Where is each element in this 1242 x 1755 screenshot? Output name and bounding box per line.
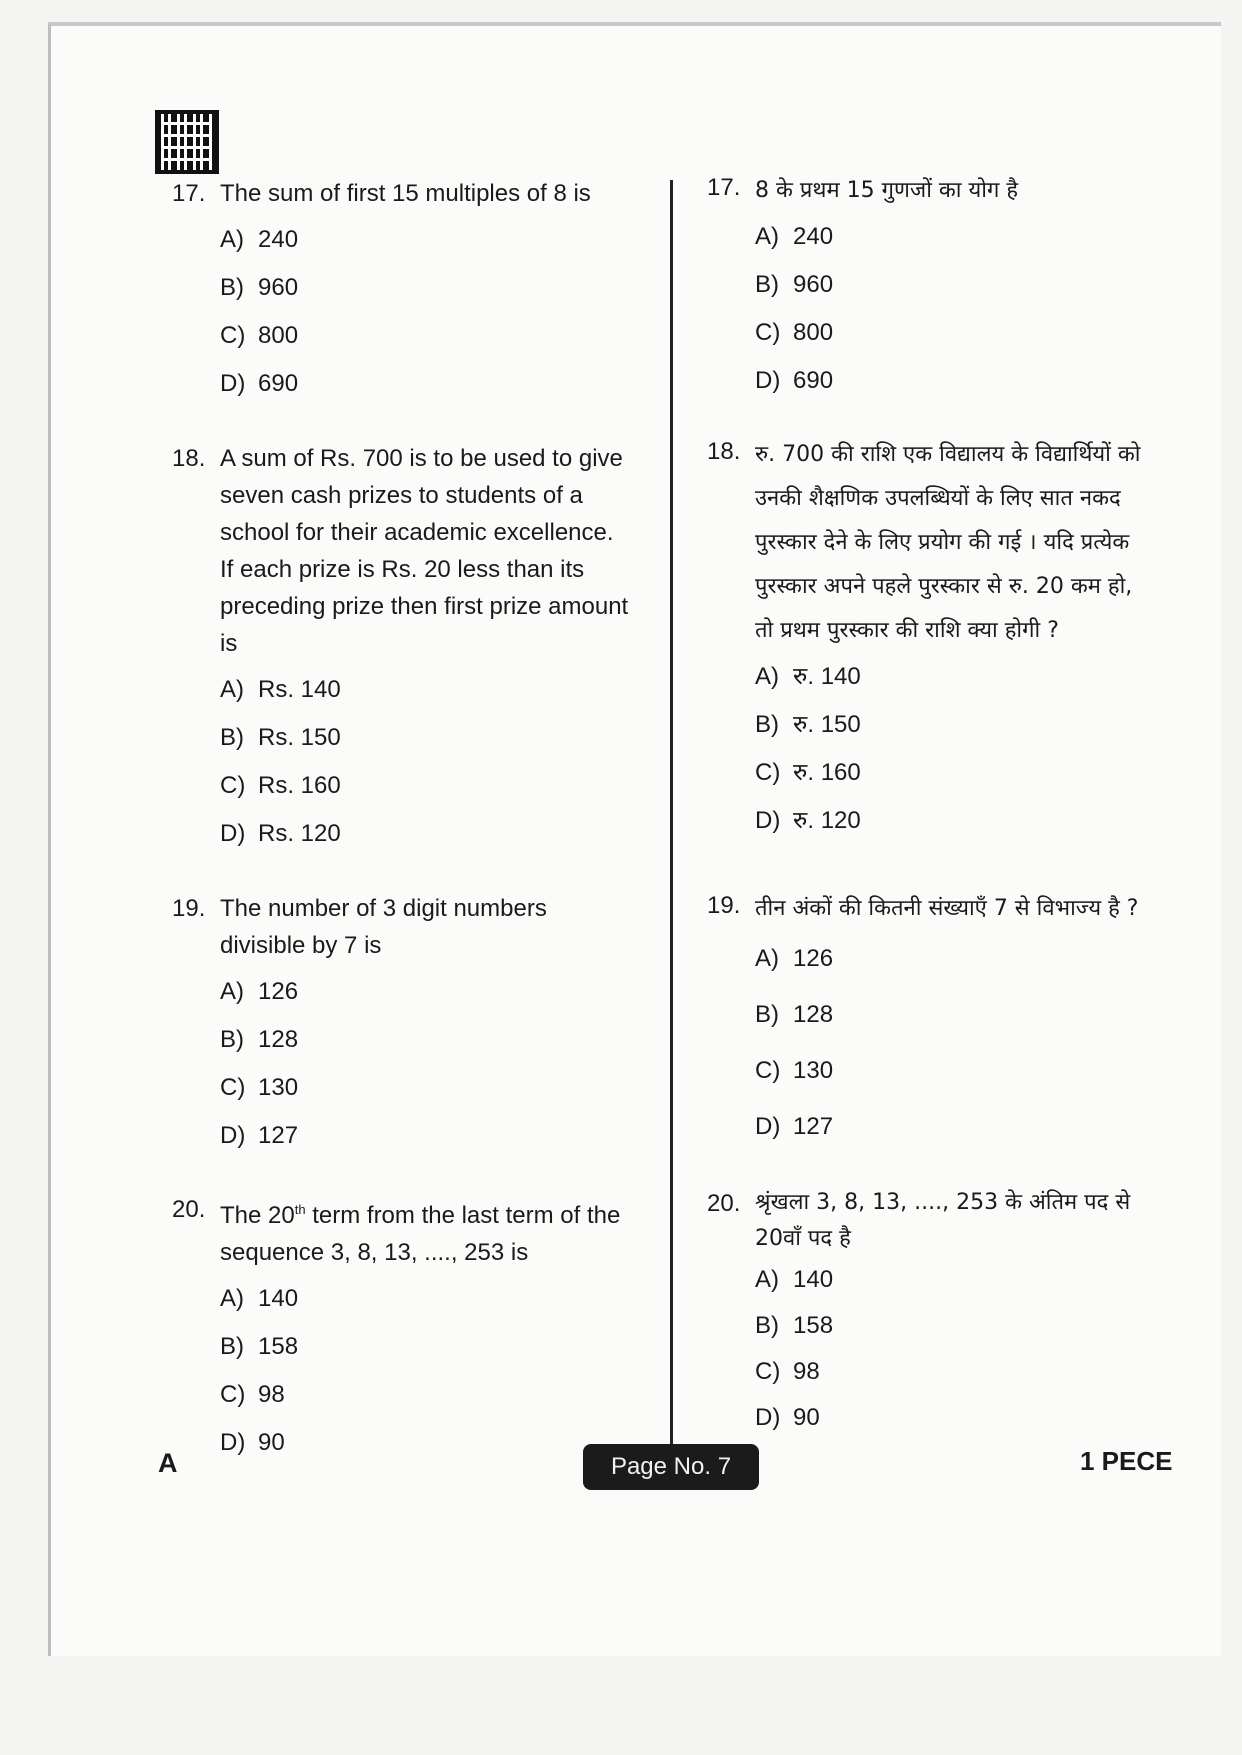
option-d[interactable]: D) 127 xyxy=(755,1113,834,1140)
question-number: 19. xyxy=(172,895,206,922)
option-a[interactable]: A) 126 xyxy=(220,978,299,1005)
paper-code: 1 PECE xyxy=(1080,1446,1173,1476)
option-c[interactable]: C) 800 xyxy=(220,322,299,349)
question-text: रु. 700 की राशि एक विद्यालय के विद्यार्थियों को उनकी शैक्षणिक उपलब्धियों के लिए सात नकद पुरस्कार देने के लिए प्रयोग की गई । यदि प्रत्येक पुरस्कार अपने पहले पुरस्कार से रु. 20 कम हो, तो प्रथम पुरस्कार की राशि क्या होगी ? xyxy=(755,442,1141,643)
question-text: A sum of Rs. 700 is to be used to give seven cash prizes to students of a school for their academic excellence. If each prize is Rs. 20 less than its preceding prize then first prize amount is xyxy=(220,445,629,657)
question-18-en xyxy=(172,440,652,858)
option-d[interactable]: D) 127 xyxy=(220,1122,299,1149)
option-b[interactable]: B) 960 xyxy=(755,271,834,298)
option-c[interactable]: C) Rs. 160 xyxy=(220,772,341,799)
question-17-en xyxy=(172,175,652,408)
option-a[interactable]: A) रु. 140 xyxy=(755,663,861,690)
option-b[interactable]: B) 158 xyxy=(755,1312,834,1339)
option-a[interactable]: A) Rs. 140 xyxy=(220,676,341,703)
option-b[interactable]: B) 960 xyxy=(220,274,299,301)
option-c[interactable]: C) 130 xyxy=(755,1057,834,1084)
option-b[interactable]: B) Rs. 150 xyxy=(220,724,341,751)
qr-code-icon xyxy=(155,110,219,174)
option-d[interactable]: D) 90 xyxy=(220,1429,285,1456)
question-number: 18. xyxy=(707,438,741,465)
question-text: श्रृंखला 3, 8, 13, ...., 253 के अंतिम पद से 20वाँ पद है xyxy=(755,1190,1131,1251)
option-c[interactable]: C) 800 xyxy=(755,319,834,346)
question-number: 19. xyxy=(707,892,741,919)
option-a[interactable]: A) 240 xyxy=(755,223,834,250)
option-b[interactable]: B) 128 xyxy=(220,1026,299,1053)
option-d[interactable]: D) Rs. 120 xyxy=(220,820,341,847)
option-c[interactable]: C) 98 xyxy=(755,1358,820,1385)
option-d[interactable]: D) 690 xyxy=(755,367,834,394)
option-b[interactable]: B) रु. 150 xyxy=(755,711,861,738)
question-18-hi xyxy=(707,433,1177,845)
column-divider xyxy=(670,180,673,1455)
question-text: तीन अंकों की कितनी संख्याएँ 7 से विभाज्य है ? xyxy=(755,896,1139,921)
option-b[interactable]: B) 158 xyxy=(220,1333,299,1360)
question-number: 20. xyxy=(172,1196,206,1223)
page-number-badge: Page No. 7 xyxy=(583,1444,759,1490)
option-c[interactable]: C) रु. 160 xyxy=(755,759,861,786)
question-number: 17. xyxy=(172,180,206,207)
option-c[interactable]: C) 98 xyxy=(220,1381,285,1408)
question-19-en xyxy=(172,890,652,1160)
question-20-hi xyxy=(707,1185,1177,1441)
question-20-en xyxy=(172,1191,652,1467)
option-a[interactable]: A) 240 xyxy=(220,226,299,253)
option-b[interactable]: B) 128 xyxy=(755,1001,834,1028)
question-19-hi xyxy=(707,887,1177,1155)
option-a[interactable]: A) 126 xyxy=(755,945,834,972)
question-text: The sum of first 15 multiples of 8 is xyxy=(220,180,591,207)
set-code: A xyxy=(158,1448,178,1478)
question-text: 8 के प्रथम 15 गुणजों का योग है xyxy=(755,178,1019,203)
question-17-hi xyxy=(707,169,1177,405)
question-number: 17. xyxy=(707,174,741,201)
option-d[interactable]: D) 690 xyxy=(220,370,299,397)
option-c[interactable]: C) 130 xyxy=(220,1074,299,1101)
option-a[interactable]: A) 140 xyxy=(220,1285,299,1312)
question-text: The 20th term from the last term of the sequence 3, 8, 13, ...., 253 is xyxy=(220,1202,621,1266)
question-number: 18. xyxy=(172,445,206,472)
question-text: The number of 3 digit numbers divisible by 7 is xyxy=(220,895,547,959)
option-d[interactable]: D) 90 xyxy=(755,1404,820,1431)
option-a[interactable]: A) 140 xyxy=(755,1266,834,1293)
question-number: 20. xyxy=(707,1190,741,1217)
option-d[interactable]: D) रु. 120 xyxy=(755,807,861,834)
